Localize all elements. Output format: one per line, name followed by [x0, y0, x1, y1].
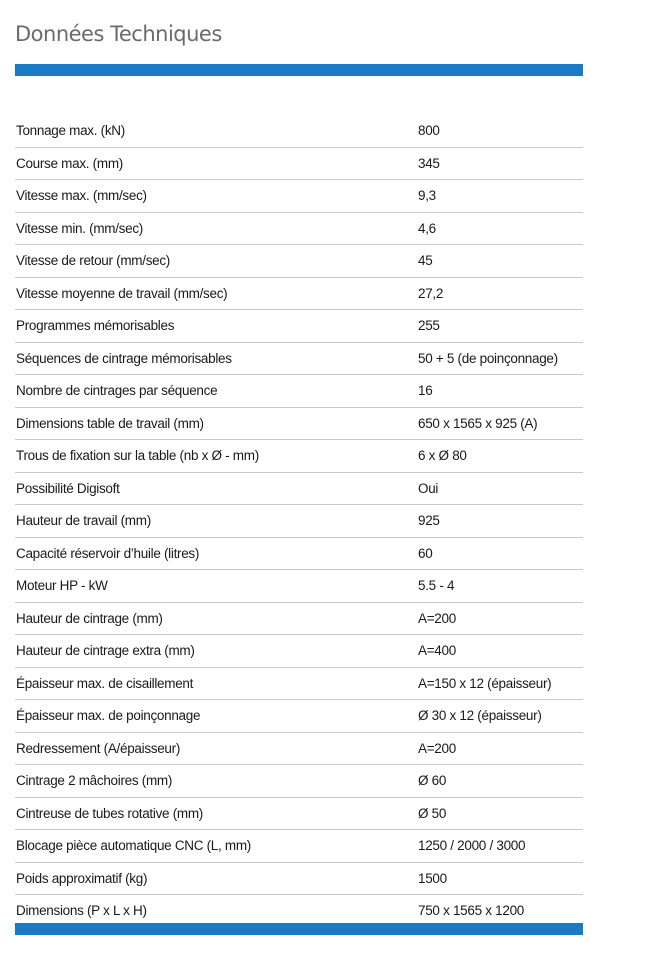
- spec-value: A=150 x 12 (épaisseur): [418, 675, 552, 691]
- spec-value: 27,2: [418, 285, 444, 301]
- spec-label: Hauteur de cintrage (mm): [16, 610, 163, 626]
- spec-label: Dimensions table de travail (mm): [16, 415, 204, 431]
- spec-label: Trous de fixation sur la table (nb x Ø - mm): [16, 448, 259, 464]
- spec-value: 1250 / 2000 / 3000: [418, 838, 526, 854]
- spec-label: Vitesse max. (mm/sec): [16, 188, 147, 204]
- spec-label: Moteur HP - kW: [16, 578, 108, 594]
- specs-table: [15, 115, 583, 927]
- spec-label: Programmes mémorisables: [16, 318, 175, 334]
- spec-value: 5.5 - 4: [418, 578, 455, 594]
- spec-row: [15, 310, 583, 343]
- spec-label: Nombre de cintrages par séquence: [16, 383, 218, 399]
- spec-label: Vitesse min. (mm/sec): [16, 220, 143, 236]
- spec-label: Vitesse de retour (mm/sec): [16, 253, 171, 269]
- spec-value: 45: [418, 253, 433, 269]
- spec-value: 6 x Ø 80: [418, 448, 467, 464]
- spec-value: 925: [418, 513, 440, 529]
- spec-label: Blocage pièce automatique CNC (L, mm): [16, 838, 252, 854]
- spec-row: [15, 798, 583, 831]
- spec-row: [15, 408, 583, 441]
- spec-row: [15, 148, 583, 181]
- spec-row: [15, 473, 583, 506]
- spec-row: [15, 570, 583, 603]
- spec-value: 800: [418, 123, 440, 139]
- spec-label: Poids approximatif (kg): [16, 870, 148, 886]
- spec-row: [15, 245, 583, 278]
- spec-row: [15, 538, 583, 571]
- spec-label: Séquences de cintrage mémorisables: [16, 350, 232, 366]
- spec-value: A=200: [418, 610, 456, 626]
- spec-label: Hauteur de cintrage extra (mm): [16, 643, 195, 659]
- spec-row: [15, 668, 583, 701]
- spec-row: [15, 765, 583, 798]
- spec-value: 750 x 1565 x 1200: [418, 903, 524, 919]
- spec-row: [15, 343, 583, 376]
- spec-row: [15, 115, 583, 148]
- header-divider-bar: [15, 64, 583, 76]
- spec-row: [15, 635, 583, 668]
- spec-value: 650 x 1565 x 925 (A): [418, 415, 538, 431]
- spec-label: Cintreuse de tubes rotative (mm): [16, 805, 203, 821]
- spec-label: Dimensions (P x L x H): [16, 903, 147, 919]
- footer-divider-bar: [15, 923, 583, 935]
- spec-value: 1500: [418, 870, 447, 886]
- spec-label: Capacité réservoir d’huile (litres): [16, 545, 200, 561]
- spec-value: Ø 60: [418, 773, 447, 789]
- spec-row: [15, 863, 583, 896]
- spec-row: [15, 505, 583, 538]
- spec-value: Ø 30 x 12 (épaisseur): [418, 708, 542, 724]
- spec-value: Oui: [418, 480, 439, 496]
- spec-row: [15, 213, 583, 246]
- spec-value: 16: [418, 383, 433, 399]
- spec-label: Redressement (A/épaisseur): [16, 740, 181, 756]
- spec-value: A=200: [418, 740, 456, 756]
- spec-label: Tonnage max. (kN): [16, 123, 125, 139]
- spec-value: A=400: [418, 643, 456, 659]
- spec-label: Épaisseur max. de poinçonnage: [16, 708, 201, 724]
- spec-value: 60: [418, 545, 433, 561]
- spec-label: Vitesse moyenne de travail (mm/sec): [16, 285, 228, 301]
- spec-label: Course max. (mm): [16, 155, 123, 171]
- spec-value: 50 + 5 (de poinçonnage): [418, 350, 558, 366]
- spec-row: [15, 830, 583, 863]
- page-title: Données Techniques: [15, 22, 222, 46]
- spec-row: [15, 895, 583, 927]
- spec-row: [15, 440, 583, 473]
- spec-row: [15, 733, 583, 766]
- spec-row: [15, 700, 583, 733]
- spec-value: 255: [418, 318, 440, 334]
- spec-label: Possibilité Digisoft: [16, 480, 120, 496]
- spec-row: [15, 603, 583, 636]
- spec-value: 345: [418, 155, 440, 171]
- spec-value: 4,6: [418, 220, 436, 236]
- spec-label: Épaisseur max. de cisaillement: [16, 675, 194, 691]
- spec-row: [15, 278, 583, 311]
- spec-label: Hauteur de travail (mm): [16, 513, 151, 529]
- spec-row: [15, 375, 583, 408]
- spec-value: 9,3: [418, 188, 436, 204]
- spec-label: Cintrage 2 mâchoires (mm): [16, 773, 173, 789]
- spec-value: Ø 50: [418, 805, 447, 821]
- spec-row: [15, 180, 583, 213]
